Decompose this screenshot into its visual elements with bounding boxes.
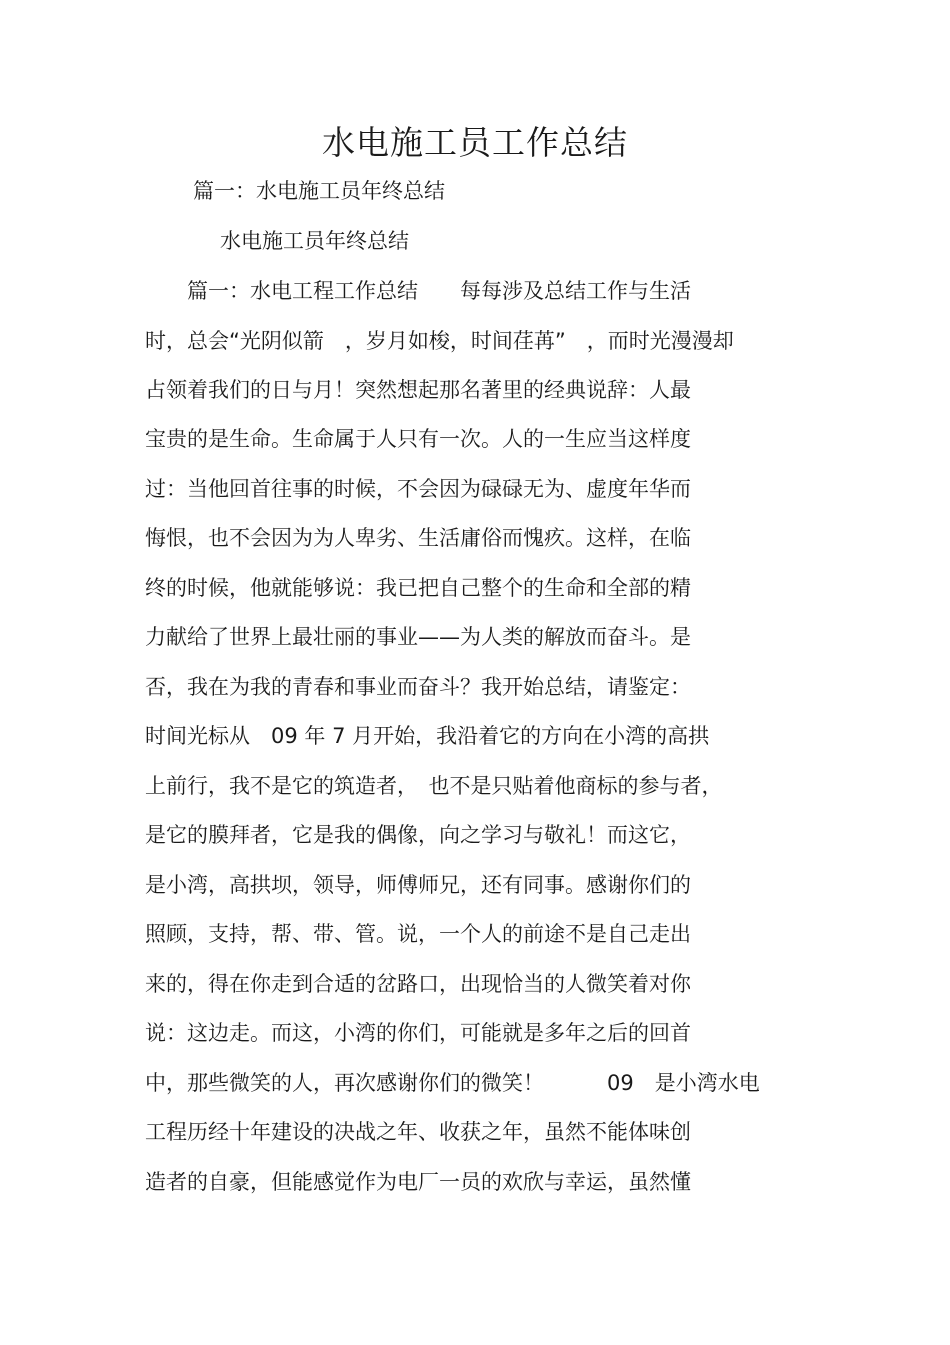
document-title: 水电施工员工作总结 <box>322 123 628 162</box>
body-line: 占领着我们的日与月！突然想起那名著里的经典说辞：人最 <box>145 378 691 402</box>
body-line: 照顾，支持，帮、带、管。说，一个人的前途不是自己走出 <box>145 922 691 946</box>
body-line: 终的时候，他就能够说：我已把自己整个的生命和全部的精 <box>145 576 691 600</box>
body-line: 来的，得在你走到合适的岔路口，出现恰当的人微笑着对你 <box>145 972 691 996</box>
body-line: 时间光标从 09 年 7 月开始，我沿着它的方向在小湾的高拱 <box>145 724 710 748</box>
body-line: 上前行，我不是它的筑造者， 也不是只贴着他商标的参与者， <box>145 774 723 798</box>
body-line: 说：这边走。而这，小湾的你们，可能就是多年之后的回首 <box>145 1021 691 1045</box>
section-heading: 篇一：水电施工员年终总结 <box>193 179 445 203</box>
body-line: 中，那些微笑的人，再次感谢你们的微笑！ 09 是小湾水电 <box>145 1071 760 1095</box>
body-line: 工程历经十年建设的决战之年、收获之年，虽然不能体味创 <box>145 1120 691 1144</box>
body-line: 过：当他回首往事的时候，不会因为碌碌无为、虚度年华而 <box>145 477 691 501</box>
body-line: 时，总会“光阴似箭 ，岁月如梭，时间荏苒” ，而时光漫漫却 <box>145 329 734 353</box>
body-line: 力献给了世界上最壮丽的事业——为人类的解放而奋斗。是 <box>145 625 691 649</box>
body-line: 悔恨，也不会因为为人卑劣、生活庸俗而愧疚。这样，在临 <box>145 526 691 550</box>
body-line: 篇一：水电工程工作总结 每每涉及总结工作与生活 <box>145 279 691 303</box>
body-line: 造者的自豪，但能感觉作为电厂一员的欢欣与幸运，虽然懂 <box>145 1170 691 1194</box>
body-line: 是小湾，高拱坝，领导，师傅师兄，还有同事。感谢你们的 <box>145 873 691 897</box>
body-line: 是它的膜拜者，它是我的偶像，向之学习与敬礼！而这它， <box>145 823 691 847</box>
body-line: 否，我在为我的青春和事业而奋斗？我开始总结，请鉴定： <box>145 675 691 699</box>
body-line: 宝贵的是生命。生命属于人只有一次。人的一生应当这样度 <box>145 427 691 451</box>
document-subtitle: 水电施工员年终总结 <box>220 229 409 253</box>
